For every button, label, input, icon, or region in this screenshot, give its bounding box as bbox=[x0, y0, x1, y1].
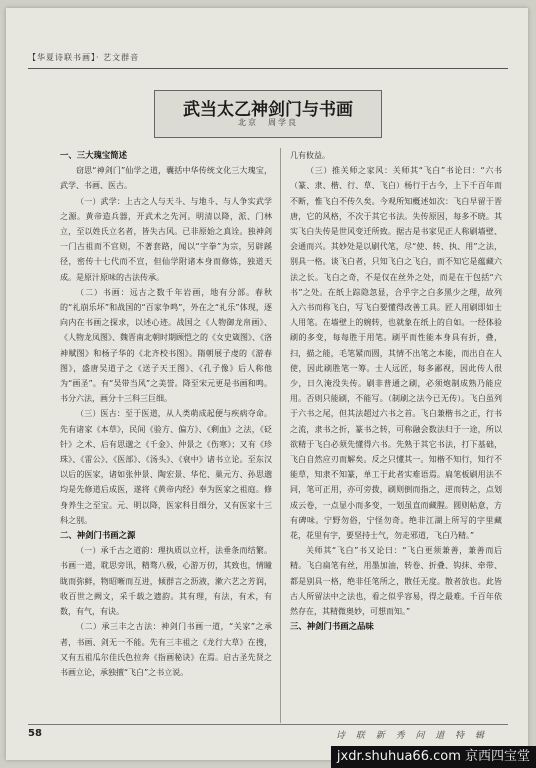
section-heading: 一、三大瑰宝简述 bbox=[60, 150, 127, 160]
paragraph: （一）武学：上古之人与天斗、与地斗、与人争实武学之源。黄帝造兵器，开武术之先河。明清以降，派、门林立，至以姓氏立名者，皆失古风。已非原始之真诠。独神剑一门古祖而不官则，不著套路，闻以“字拳”为宗，另辟蹊径，密传十七代而不宣，但仙学附诸本身而修炼，独道天成。是原汁原味的古法传承。 bbox=[60, 196, 272, 282]
footer-rule bbox=[28, 724, 508, 725]
paragraph: 几有攸益。 bbox=[290, 151, 330, 160]
paragraph: （三）推关师之家风：关师其“飞白”书论曰：“六书（篆、隶、楷、行、草、飞白）杨行于古今，上下千百年而不断，惟飞白不传久矣。今观所知概述如次：飞白早留于晋唐，它的风格，不次于其它书法。失传原因，每多不晓。其实飞白失传是世风变迁所致。据古是书家见正人称刷墙壁、会通而兴。其妙处是以刷代笔，尽“使、转、执、用”之法，别具一格。谈飞白者，只知飞白之飞白，而不知它是蕴藏六法之长。飞白之奇，不是仅在丝外之处，而是在于包括“六书”之处。在纸上踪隐忽显，合乎字之白多黑少之理，故列入六书而称飞白，写飞白要懂得改善工具。匠人用刷即如士人用笔。在墙壁上的婉转，也就象在纸上的自如。一经体验刷的多变，每每胜于用笔。刷平而性能本身具有折，叠，扫，描之能，毛笔紧而圆，其情不出笔之本能，而出自在人使，因此刷胜笔一筹。士人远匠，每多鄙视，因此传人很少，日久淹没失传。刷非普通之刷，必须炮制成熟乃能应用。否则只能刷，不能写。（制刷之法今已无传）。飞白虽列于六书之尾，但其法超过六书之首。飞白兼楷书之正，行书之流，隶书之折，篆书之转，可称融会数法归于一途，所以欲精于飞白必须先懂得六书。先熟于其它书法，打下基础，飞白自然应刃而解矣。反之只懂其一。知楷不知行，知行不能草，知隶不知篆，单工于此者实难语焉。扁笔板刷用法不同，笔可正用，亦可旁拨，刷则倒而指之，逆而转之，点划成云卷，一点显小而多变，一划虽直而藏腥。圆则帖意，方有碑味。宁野勿俗，宁怪勿奇。绝非江湖上所写的字里藏花，花里有字，要坚持士气，勿走邪道，飞白乃精。” bbox=[290, 166, 502, 541]
section-header: 【华夏诗联书画】· 艺文群音 bbox=[28, 53, 140, 62]
paragraph: （一）承千古之道韵：理执质以立杆，法垂条而结繁。书画一道，耽思旁讯，精骛八极，心游万仞，其致也，情瞳眬而弥鲜，物昭晰而互进，倾群言之沥液，漱六艺之芳润，收百世之阙文，采千载之遗韵。其有理，有法，有术，有数，有气，有诀。 bbox=[60, 546, 272, 617]
header-rule bbox=[28, 68, 508, 69]
paragraph: 关师其“飞白”书又论曰：“飞白更须兼善，兼善而后精。飞白扁笔有丝，用墨加油，转卷、折叠、钩抹、牵带、都是别具一格，绝非任笔所之，散任无度。散者放也。此皆古人所留法中之法也，看之似乎容易，得之最难。千百年依然存在，其精微奥妙，可想而知。” bbox=[290, 546, 502, 617]
title-frame bbox=[154, 90, 382, 138]
magazine-page bbox=[6, 8, 528, 760]
column-divider bbox=[280, 148, 281, 723]
article-title: 武当太乙神剑门与书画 bbox=[183, 100, 353, 120]
paragraph: （二）承三丰之古法：神剑门书画一道，“关家”之承者，书画、剑无一不能。先有三丰祖之《龙行大草》在搜，又有五祖瓜尔佳氏色拉奔《指画秘诀》在焉。启古圣先贤之书画立论，承独擅“飞白”之书立说。 bbox=[60, 622, 272, 677]
paragraph: （三）医古：至于医道，从人类萌成起便与疾病夺命。先有诸家《本草》，民间《验方、偏方》、《剩血》之法，《砭针》之术、后有思邈之《千金》、仲景之《伤寒》；又有《珍珠》、《雷公》、《医部》、《汤头》、《衰中》诸书立论。至东汉以后的医家，诸如张仲景、陶宏景、华佗、巢元方、孙思邈均是先修道后成医，遂将《黄帝内经》奉为医家之祖庭。修身养生之至宝。元、明以降，医家科目细分，又有医家十三科之别。 bbox=[60, 409, 272, 525]
page-number: 58 bbox=[28, 728, 42, 739]
footer-slogan: 诗 联 新 秀 问 道 特 辑 bbox=[336, 731, 489, 741]
article-author: 北京 周学良 bbox=[238, 118, 298, 127]
left-column bbox=[60, 148, 272, 680]
paragraph: （二）书画：远古之数千年岩画，地有分部。春秋的“礼崩乐坏”和战国的“百家争鸣”，外在之“礼乐”体现，逐向内在书画之探求，以述心迹。战国之《人物御龙帛画》、《人物龙凤图》、魏晋南北朝时期顾恺之的《女史箴图》、《洛神赋图》和杨子华的《北齐校书图》。隋朝展子虔的《游春图》，盛唐吴道子之《送子天王图》、《孔子像》后人称他为“画圣”。有“吴带当风”之美誉。降至宋元更是书画和鸣。书分六法，画分十三科三巨细。 bbox=[60, 287, 272, 404]
site-watermark: jxdr.shuhua66.com 京西四宝堂 bbox=[331, 746, 536, 768]
right-column bbox=[290, 148, 502, 635]
section-heading: 二、神剑门书画之源 bbox=[60, 530, 136, 541]
paragraph: 窃思“神剑门”仙学之道，囊括中华传统文化三大瑰宝，武学、书画、医古。 bbox=[60, 166, 272, 191]
section-heading: 三、神剑门书画之品味 bbox=[290, 621, 374, 632]
